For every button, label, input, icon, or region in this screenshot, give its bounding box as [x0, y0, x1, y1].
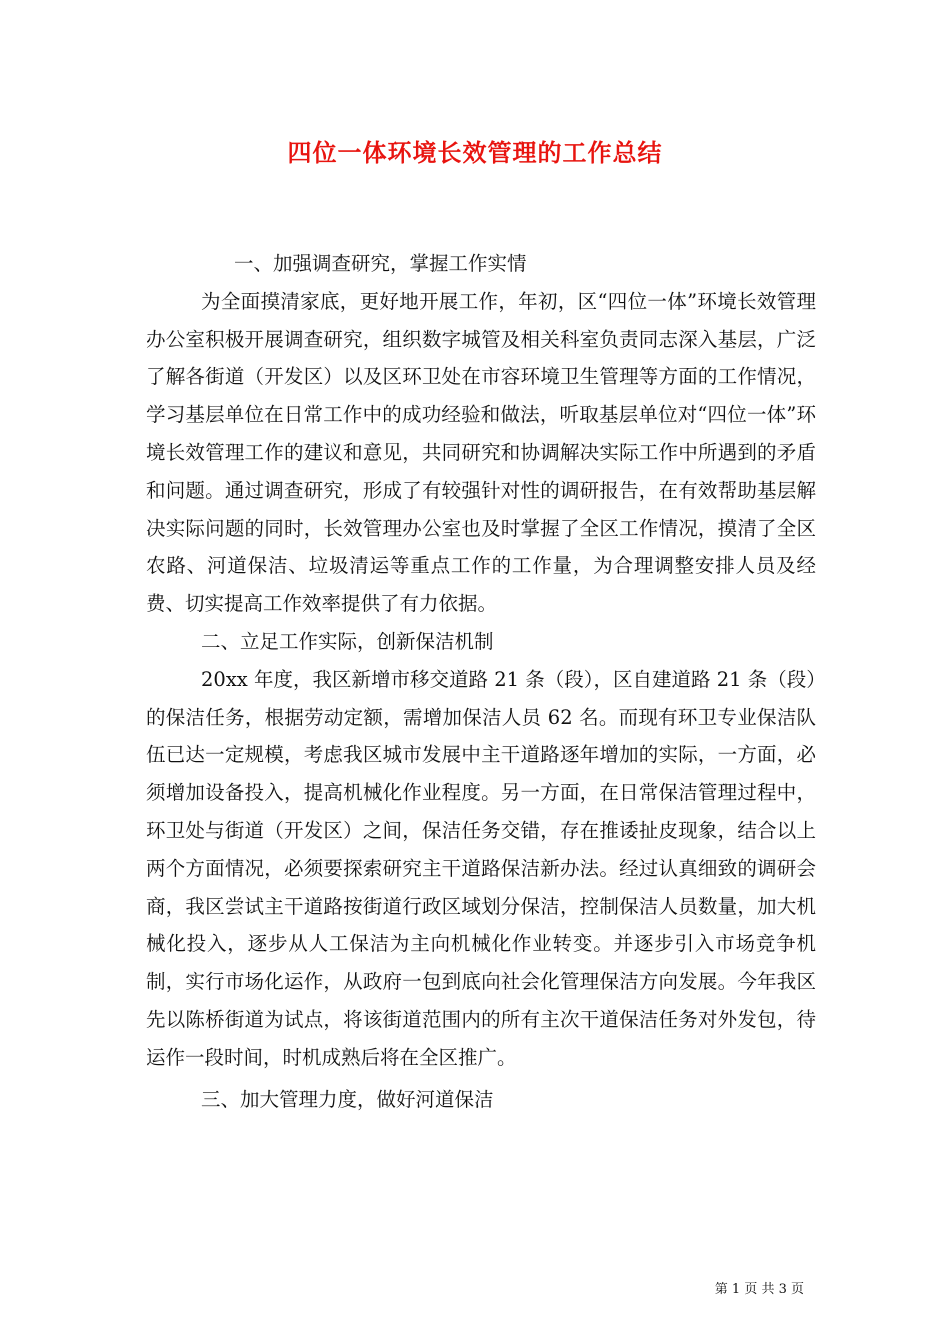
section-heading-3: 三、加大管理力度，做好河道保洁 [201, 1087, 494, 1111]
page-number: 第 1 页 共 3 页 [714, 1282, 804, 1297]
section-paragraph-2: 20xx 年度，我区新增市移交道路 21 条（段），区自建道路 21 条（段）的保洁任务，根据劳动定额，需增加保洁人员 62 名。而现有环卫专业保洁队伍已达一定规模，考虑我区城市发展中主干道路逐年增加的实际，一方面，必须增加设备投入，提高机械化作业程度。另一方面，在日常保洁管理过程中，环卫处与街道（开发区）之间，保洁任务交错，存在推诿扯皮现象，结合以上两个方面情况，必须要探索研究主干道路保洁新办法。经过认真细致的调研会商，我区尝试主干道路按街道行政区域划分保洁，控制保洁人员数量，加大机械化投入，逐步从人工保洁为主向机械化作业转变。并逐步引入市场竞争机制，实行市场化运作，从政府一包到底向社会化管理保洁方向发展。今年我区先以陈桥街道为试点，将该街道范围内的所有主次干道保洁任务对外发包，待运作一段时间，时机成熟后将在全区推广。 [146, 667, 816, 1069]
document-title: 四位一体环境长效管理的工作总结 [287, 139, 663, 167]
section-heading-2: 二、立足工作实际，创新保洁机制 [201, 629, 494, 653]
document-body [146, 245, 816, 1118]
section-heading-1: 一、加强调查研究，掌握工作实情 [234, 252, 527, 275]
section-paragraph-1: 为全面摸清家底，更好地开展工作，年初，区“四位一体”环境长效管理办公室积极开展调查研究，组织数字城管及相关科室负责同志深入基层，广泛了解各街道（开发区）以及区环卫处在市容环境卫生管理等方面的工作情况，学习基层单位在日常工作中的成功经验和做法，听取基层单位对“四位一体”环境长效管理工作的建议和意见，共同研究和协调解决实际工作中所遇到的矛盾和问题。通过调查研究，形成了有较强针对性的调研报告，在有效帮助基层解决实际问题的同时，长效管理办公室也及时掌握了全区工作情况，摸清了全区农路、河道保洁、垃圾清运等重点工作的工作量，为合理调整安排人员及经费、切实提高工作效率提供了有力依据。 [146, 289, 816, 616]
